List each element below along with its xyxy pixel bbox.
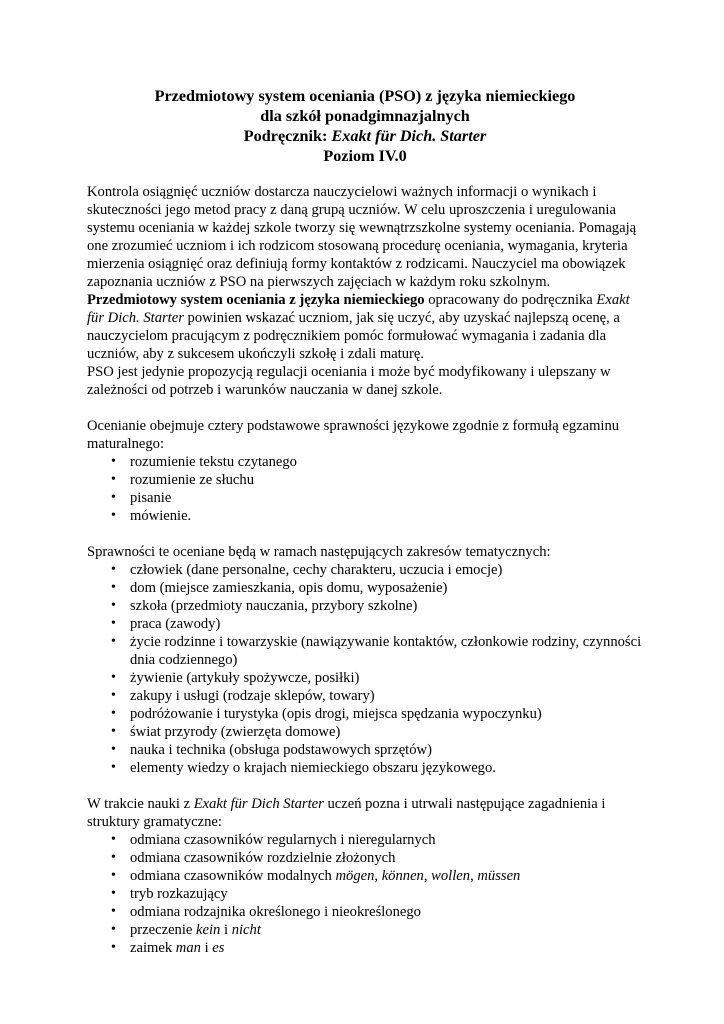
title-level: Poziom IV.0 — [323, 147, 407, 165]
list-item: • świat przyrody (zwierzęta domowe) — [87, 723, 643, 741]
list-item: • szkoła (przedmioty nauczania, przybory szkolne) — [87, 597, 643, 615]
list-item — [87, 867, 643, 885]
modal-verbs-prefix: odmiana czasowników modalnych — [130, 868, 336, 884]
list-item — [87, 939, 643, 957]
modal-verb: mögen — [335, 868, 375, 884]
modal-verb: wollen — [431, 868, 471, 884]
list-item: • dom (miejsce zamieszkania, opis domu, wyposażenie) — [87, 579, 643, 597]
modal-verb: müssen — [477, 868, 521, 884]
title-line-1: Przedmiotowy system oceniania (PSO) z języka niemieckiego — [154, 87, 576, 105]
title-textbook-prefix: Podręcznik: — [243, 127, 332, 145]
pronoun-word: man — [175, 940, 201, 956]
spacer — [87, 399, 643, 417]
intro-p2-mid: opracowany do podręcznika — [424, 292, 597, 308]
grammar-intro-a: W trakcie nauki z — [87, 796, 194, 812]
list-item: • mówienie. — [87, 507, 643, 525]
list-item: • podróżowanie i turystyka (opis drogi, miejsca spędzania wypoczynku) — [87, 705, 643, 723]
topics-intro: Sprawności te oceniane będą w ramach następujących zakresów tematycznych: — [87, 544, 551, 560]
spacer — [87, 777, 643, 795]
title-block — [87, 86, 643, 166]
list-item: • tryb rozkazujący — [87, 885, 643, 903]
skills-list — [87, 453, 643, 525]
grammar-list — [87, 831, 643, 957]
skills-intro: Ocenianie obejmuje cztery podstawowe sprawności językowe zgodnie z formułą egzaminu maturalnego: — [87, 418, 620, 452]
separator: , — [374, 868, 382, 884]
negation-prefix: przeczenie — [130, 922, 197, 938]
spacer — [87, 525, 643, 543]
negation-word: nicht — [231, 922, 261, 938]
list-item: • człowiek (dane personalne, cechy charakteru, uczucia i emocje) — [87, 561, 643, 579]
grammar-intro — [87, 795, 643, 831]
list-item: • nauka i technika (obsługa podstawowych sprzętów) — [87, 741, 643, 759]
title-textbook-name: Exakt für Dich. Starter — [331, 127, 487, 145]
intro-paragraph-3: PSO jest jedynie propozycją regulacji oceniania i może być modyfikowany i ulepszany w zależności od potrzeb i warunków nauczania w danej szkole. — [87, 364, 611, 398]
topics-list — [87, 561, 643, 777]
pronoun-prefix: zaimek — [130, 940, 176, 956]
separator: , — [470, 868, 478, 884]
list-item: • rozumienie ze słuchu — [87, 471, 643, 489]
document-page — [87, 86, 643, 957]
grammar-intro-book: Exakt für Dich Starter — [193, 796, 324, 812]
intro-p2-end: powinien wskazać uczniom, jak się uczyć, aby uzyskać najlepszą ocenę, a nauczycielom pracującym z podręcznikiem pomóc formułować wymagania i zadania dla uczniów, aby z sukcesem ukończyli szkołę i zdali maturę. — [87, 310, 620, 362]
pronoun-word: es — [212, 940, 225, 956]
intro-paragraph-1: Kontrola osiągnięć uczniów dostarcza nauczycielowi ważnych informacji o wynikach i skuteczności jego metod pracy z daną grupą uczniów. W celu uproszczenia i uregulowania systemu oceniania w każdej szkole tworzy się wewnątrzszkolne systemy oceniania. Pomagają one zrozumieć uczniom i ich rodzicom stosowaną procedurę oceniania, wymagania, kryteria mierzenia osiągnięć oraz definiują formy kontaktów z rodzicami. Nauczyciel ma obowiązek zapoznania uczniów z PSO na pierwszych zajęciach w każdym roku szkolnym. — [87, 184, 637, 290]
list-item: • zakupy i usługi (rodzaje sklepów, towary) — [87, 687, 643, 705]
grammar-intro-b: uczeń pozna i utrwali następujące zagadnienia i struktury gramatyczne: — [87, 796, 606, 830]
title-line-2: dla szkół ponadgimnazjalnych — [260, 107, 470, 125]
intro-p2-book: Exakt für Dich. Starter — [87, 292, 630, 326]
list-item: • elementy wiedzy o krajach niemieckiego obszaru językowego. — [87, 759, 643, 777]
intro-paragraph-2 — [87, 291, 643, 363]
list-item: • pisanie — [87, 489, 643, 507]
list-item: • żywienie (artykuły spożywcze, posiłki) — [87, 669, 643, 687]
list-item: • praca (zawody) — [87, 615, 643, 633]
title-line-3 — [87, 126, 643, 146]
list-item: • odmiana rodzajnika określonego i nieokreślonego — [87, 903, 643, 921]
list-item: • rozumienie tekstu czytanego — [87, 453, 643, 471]
list-item: • odmiana czasowników regularnych i nieregularnych — [87, 831, 643, 849]
list-item: • życie rodzinne i towarzyskie (nawiązywanie kontaktów, członkowie rodziny, czynności dnia codziennego) — [87, 633, 643, 669]
modal-verb: können — [381, 868, 424, 884]
conjunction: i — [220, 922, 232, 938]
pso-bold-phrase: Przedmiotowy system oceniania z języka niemieckiego — [87, 292, 425, 308]
negation-word: kein — [196, 922, 221, 938]
list-item — [87, 921, 643, 939]
list-item: • odmiana czasowników rozdzielnie złożonych — [87, 849, 643, 867]
conjunction: i — [200, 940, 213, 956]
separator: , — [423, 868, 432, 884]
